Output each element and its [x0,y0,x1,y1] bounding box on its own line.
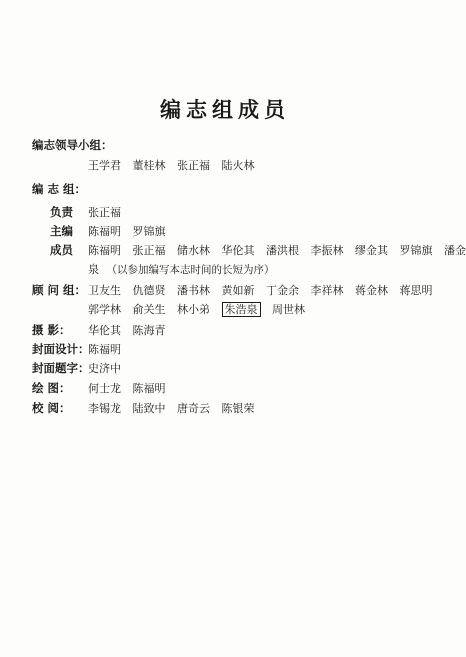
name: 陈福明 [88,244,121,257]
name: 张正福 [132,244,166,257]
name: 蒋思明 [399,284,433,297]
name: 陆火林 [221,159,255,172]
proofreading-label: 校 阅： [32,401,71,415]
name: 潘书林 [177,284,210,297]
name: 陈福明 [88,225,121,238]
editor-names [88,223,174,239]
name: 潘洪根 [266,244,299,257]
proofreading-names [88,400,263,416]
order-note: （以参加编写本志时间的长短为序） [106,264,275,276]
leadership-label: 编志领导小组： [32,138,113,152]
editorial-label: 编 志 组： [32,182,87,196]
name: 仇德贤 [132,284,166,297]
name: 华伦其 [88,324,121,337]
chief-names [88,204,129,220]
page-title: 编志组成员 [160,97,290,122]
drawing-label: 绘 图： [32,381,71,395]
members-continuation [88,261,283,277]
name: 唐奇云 [177,402,210,415]
name: 华伦其 [221,244,255,257]
name: 郭学林 [88,303,121,316]
name: 蒋金林 [355,284,388,297]
advisors-row-2 [88,301,313,317]
boxed-name: 朱浩泉 [222,302,261,317]
name: 陈银荣 [221,402,255,415]
name: 李祥林 [310,284,344,297]
name: 张正福 [177,159,210,172]
name: 陈福明 [132,382,166,395]
name: 俞关生 [132,303,166,316]
name: 黄如新 [221,284,255,297]
name: 董桂林 [132,159,166,172]
editor-label: 主编 [50,224,73,238]
name: 陆致中 [132,402,166,415]
cover-title-names [88,360,129,376]
name: 陈福明 [88,343,121,356]
name: 王学君 [88,159,121,172]
name: 陈海青 [132,324,166,337]
cover-design-label: 封面设计： [32,342,90,356]
name: 罗锦旗 [132,225,166,238]
name: 林小弟 [177,303,210,316]
members-names [88,242,466,258]
drawing-names [88,380,174,396]
cover-design-names [88,341,129,357]
name: 丁金余 [266,284,299,297]
chief-label: 负责 [50,205,73,219]
name: 缪金其 [355,244,388,257]
name: 李锡龙 [88,402,121,415]
name-continuation: 泉 [88,263,99,276]
name: 张正福 [88,206,121,219]
advisors-label: 顾 问 组： [32,283,87,297]
leadership-names [88,157,263,173]
name: 卫友生 [88,284,121,297]
photography-label: 摄 影： [32,323,71,337]
name: 储水林 [177,244,210,257]
name: 潘金 [444,244,466,257]
name: 周世林 [272,303,305,316]
name: 史济中 [88,362,121,375]
advisors-row-1 [88,282,433,298]
name: 罗锦旗 [399,244,433,257]
photography-names [88,322,174,338]
cover-title-label: 封面题字： [32,361,90,375]
name: 何士龙 [88,382,121,395]
members-label: 成员 [50,243,73,257]
name: 李振林 [310,244,344,257]
